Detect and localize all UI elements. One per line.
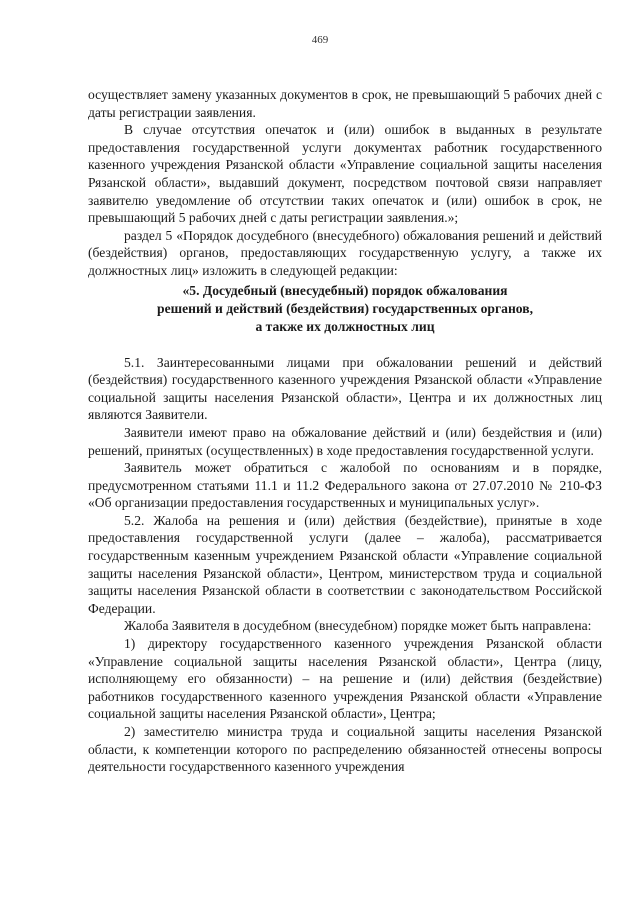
paragraph: Заявитель может обратиться с жалобой по основаниям и в порядке, предусмотренном статьями 11.1 и 11.2 Федерального закона от 27.07.2010 № 210-ФЗ «Об организации предоставления государственных и муниципальных услуг». [88, 460, 602, 511]
heading-line: а также их должностных лиц [255, 318, 435, 334]
page-number: 469 [311, 34, 329, 46]
paragraph: 5.1. Заинтересованными лицами при обжаловании решений и действий (бездействия) государственного казенного учреждения Рязанской области «Управление социальной защиты населения Рязанской области», Центра и их должностных лиц являются Заявители. [88, 354, 602, 423]
paragraph: В случае отсутствия опечаток и (или) ошибок в выданных в результате предоставления государственной услуги документах работник государственного казенного учреждения Рязанской области «Управление социальной защиты населения Рязанской области», выдавший документ, посредством почтовой связи направляет заявителю уведомление об отсутствии таких опечаток и (или) ошибок в срок, не превышающий 5 рабочих дней с даты регистрации заявления.»; [88, 122, 602, 226]
paragraph: Жалоба Заявителя в досудебном (внесудебном) порядке может быть направлена: [124, 618, 592, 634]
paragraph: 1) директору государственного казенного учреждения Рязанской области «Управление социальной защиты населения Рязанской области», Центра (лицу, исполняющему его обязанности) – на решение и (или) действия (бездействие) работников государственного казенного учреждения Рязанской области «Управление социальной защиты населения Рязанской области», Центра; [88, 636, 602, 722]
section-heading [88, 282, 602, 336]
heading-line: решений и действий (бездействия) государственных органов, [157, 300, 533, 316]
paragraph: Заявители имеют право на обжалование действий и (или) бездействия и (или) решений, принятых (осуществленных) в ходе предоставления государственной услуги. [88, 424, 602, 458]
paragraph: 5.2. Жалоба на решения и (или) действия (бездействие), принятые в ходе предоставления государственной услуги (далее – жалоба), рассматривается государственным казенным учреждением Рязанской области «Управление социальной защиты населения Рязанской области», Центром, министерством труда и социальной защиты населения Рязанской области в соответствии с законодательством Российской Федерации. [88, 512, 602, 616]
heading-line: «5. Досудебный (внесудебный) порядок обжалования [182, 282, 508, 298]
paragraph: 2) заместителю министра труда и социальной защиты населения Рязанской области, к компетенции которого по распределению обязанностей отнесены вопросы деятельности государственного казенного учреждения [88, 724, 602, 775]
paragraph: осуществляет замену указанных документов в срок, не превышающий 5 рабочих дней с даты регистрации заявления. [88, 87, 602, 120]
paragraph: раздел 5 «Порядок досудебного (внесудебного) обжалования решений и действий (бездействия) органов, предоставляющих государственную услугу, а также их должностных лиц» изложить в следующей редакции: [88, 227, 602, 278]
document-body [88, 86, 602, 776]
